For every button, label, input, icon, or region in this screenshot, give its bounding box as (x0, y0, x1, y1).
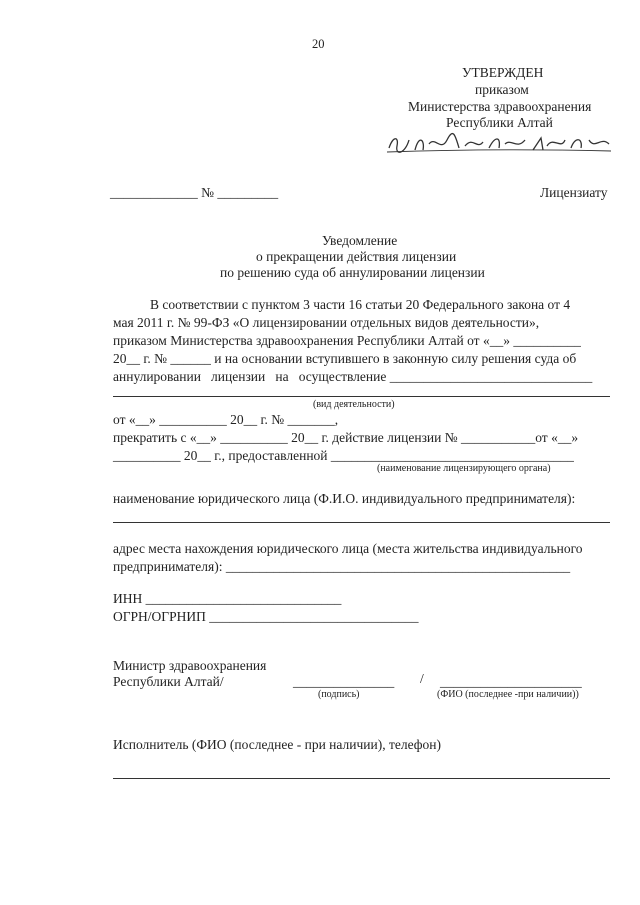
executor-label: Исполнитель (ФИО (последнее - при наличии), телефон) (113, 737, 441, 752)
caption-signature: (подпись) (318, 689, 360, 700)
approval-line-3: Министерства здравоохранения (408, 99, 592, 114)
page-number: 20 (312, 37, 325, 51)
handwritten-date-signature (385, 130, 615, 156)
caption-activity: (вид деятельности) (313, 399, 395, 410)
address-line-1: адрес места нахождения юридического лица (места жительства индивидуального (113, 541, 583, 556)
body-line-3: приказом Министерства здравоохранения Республики Алтай от «__» __________ (113, 333, 581, 348)
fio-blank: _____________________ (440, 674, 582, 689)
legal-name-label: наименование юридического лица (Ф.И.О. индивидуального предпринимателя): (113, 491, 576, 506)
address-line-2: предпринимателя): ___________________________________________________ (113, 559, 571, 574)
minister-title-line-2: Республики Алтай/ (113, 674, 224, 689)
body-line-1: В соответствии с пунктом 3 части 16 статьи 20 Федерального закона от 4 (150, 297, 571, 312)
minister-title-line-1: Министр здравоохранения (113, 658, 267, 673)
caption-fio: (ФИО (последнее -при наличии)) (437, 689, 579, 700)
approval-line-4: Республики Алтай (446, 115, 553, 130)
number-line: _____________ № _________ (110, 185, 279, 200)
activity-blank-line (113, 396, 610, 397)
approval-line-1: УТВЕРЖДЕН (462, 65, 544, 80)
signature-slash: / (420, 671, 424, 686)
body-line-2: мая 2011 г. № 99-ФЗ «О лицензировании отдельных видов деятельности», (113, 315, 540, 330)
approval-line-2: приказом (475, 82, 529, 97)
inn-label: ИНН _____________________________ (113, 591, 342, 606)
signature-blank: _______________ (293, 674, 395, 689)
caption-organ: (наименование лицензирующего органа) (377, 463, 551, 474)
body-line-9: __________ 20__ г., предоставленной ____________________________________ (113, 448, 574, 463)
executor-blank-line (113, 778, 610, 779)
title-line-2: о прекращении действия лицензии (256, 249, 457, 264)
title-line-3: по решению суда об аннулировании лицензии (220, 265, 485, 280)
recipient: Лицензиату (540, 185, 608, 200)
body-line-5: аннулировании лицензии на осуществление ______________________________ (113, 369, 593, 384)
ogrn-label: ОГРН/ОГРНИП _______________________________ (113, 609, 419, 624)
body-line-8: прекратить с «__» __________ 20__ г. действие лицензии № ___________от «__» (113, 430, 579, 445)
title-line-1: Уведомление (322, 233, 398, 248)
body-line-4: 20__ г. № ______ и на основании вступившего в законную силу решения суда об (113, 351, 577, 366)
legal-name-blank-line (113, 522, 610, 523)
body-line-7: от «__» __________ 20__ г. № _______, (113, 412, 339, 427)
